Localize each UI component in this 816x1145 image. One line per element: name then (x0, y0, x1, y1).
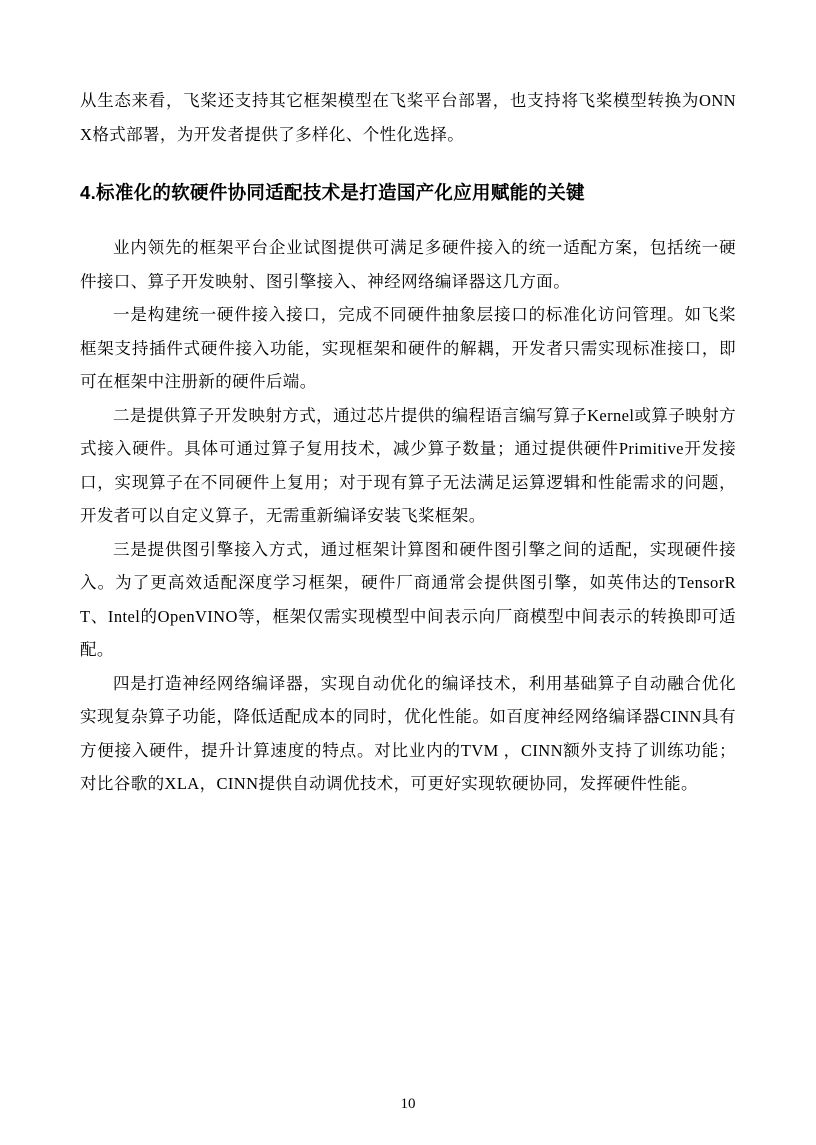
section-heading: 4.标准化的软硬件协同适配技术是打造国产化应用赋能的关键 (80, 182, 585, 203)
page-number: 10 (400, 1096, 416, 1112)
intro-paragraph: 从生态来看，飞桨还支持其它框架模型在飞桨平台部署，也支持将飞桨模型转换为ONNX格式部署，为开发者提供了多样化、个性化选择。 (80, 91, 736, 144)
paragraph-point-1: 一是构建统一硬件接入接口，完成不同硬件抽象层接口的标准化访问管理。如飞桨框架支持插件式硬件接入功能，实现框架和硬件的解耦，开发者只需实现标准接口，即可在框架中注册新的硬件后端。 (80, 305, 736, 391)
paragraph-overview: 业内领先的框架平台企业试图提供可满足多硬件接入的统一适配方案，包括统一硬件接口、算子开发映射、图引擎接入、神经网络编译器这几方面。 (80, 238, 736, 291)
paragraph-point-2: 二是提供算子开发映射方式，通过芯片提供的编程语言编写算子Kernel或算子映射方式接入硬件。具体可通过算子复用技术，减少算子数量；通过提供硬件Primitive开发接口，实现算子在不同硬件上复用；对于现有算子无法满足运算逻辑和性能需求的问题，开发者可以自定义算子，无需重新编译安装飞桨框架。 (80, 405, 736, 525)
paragraph-point-4: 四是打造神经网络编译器，实现自动优化的编译技术，利用基础算子自动融合优化实现复杂算子功能，降低适配成本的同时，优化性能。如百度神经网络编译器CINN具有方便接入硬件，提升计算速度的特点。对比业内的TVM ，CINN额外支持了训练功能；对比谷歌的XLA，CINN提供自动调优技术，可更好实现软硬协同，发挥硬件性能。 (80, 673, 736, 793)
paragraph-point-3: 三是提供图引擎接入方式，通过框架计算图和硬件图引擎之间的适配，实现硬件接入。为了更高效适配深度学习框架，硬件厂商通常会提供图引擎，如英伟达的TensorRT、Intel的OpenVINO等，框架仅需实现模型中间表示向厂商模型中间表示的转换即可适配。 (80, 539, 736, 659)
